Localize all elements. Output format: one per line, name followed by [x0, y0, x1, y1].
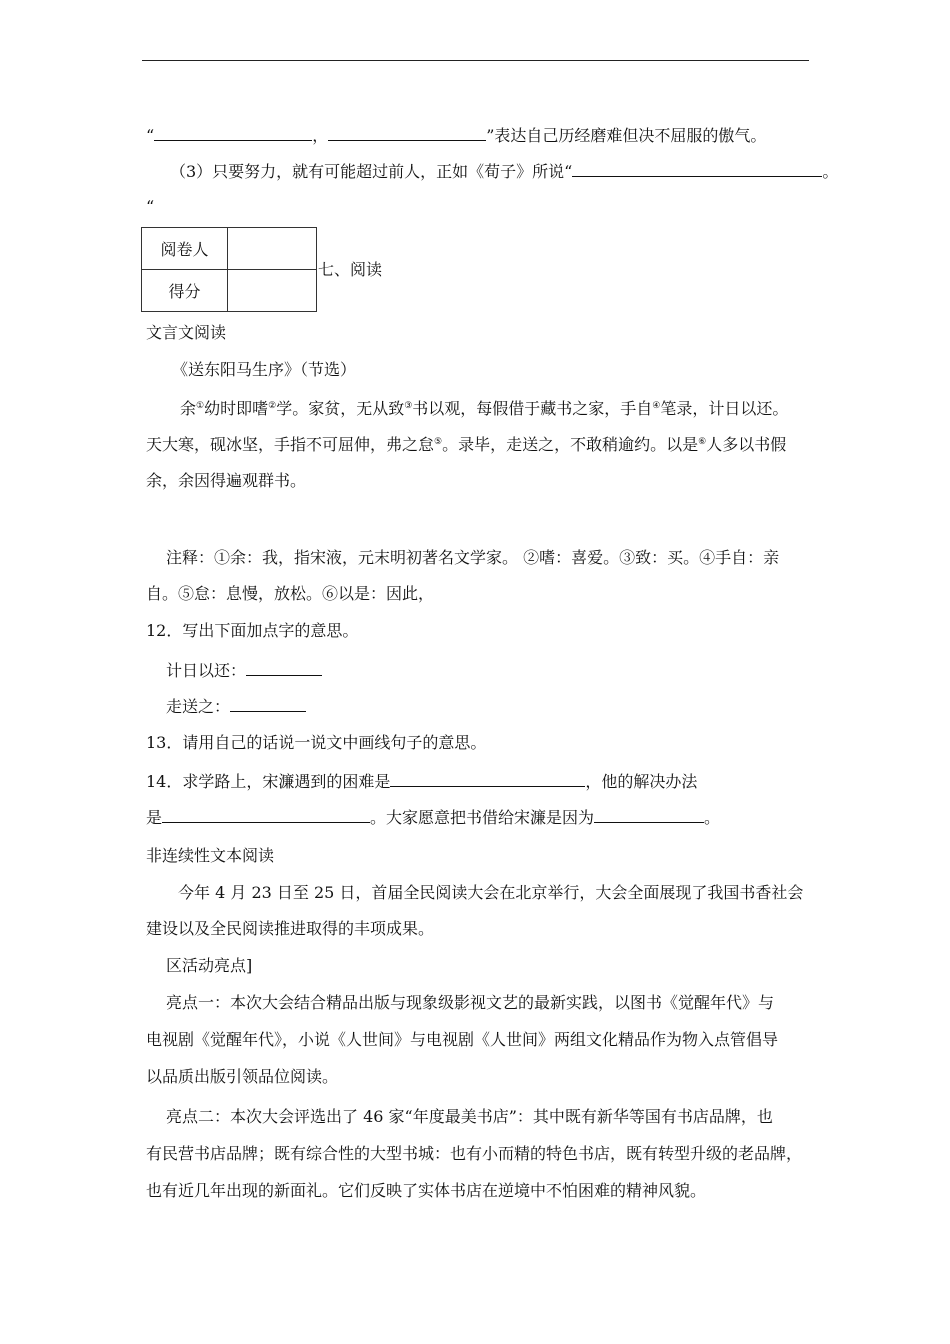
score-table — [141, 227, 317, 312]
note-marker: ④ — [652, 401, 661, 411]
answer-blank[interactable] — [246, 659, 322, 676]
open-quote: “ — [146, 126, 155, 145]
highlight-1-line-2: 电视剧《觉醒年代》，小说《人世间》与电视剧《人世间》两组文化精品作为物入点管倡导 — [146, 1030, 779, 1049]
question-14-line-2 — [146, 806, 720, 829]
answer-blank[interactable] — [230, 695, 306, 712]
grader-label: 阅卷人 — [142, 228, 228, 270]
text: 书以观，每假借于藏书之家，手自 — [412, 399, 653, 418]
text: 。大家愿意把书借给宋濂是因为 — [370, 808, 595, 827]
text: 学。家贫，无从致 — [276, 399, 405, 418]
text: 幼时即嗜 — [204, 399, 269, 418]
fill-in-quote-line — [146, 124, 766, 147]
question-14-line-1 — [146, 770, 697, 793]
period: 。 — [822, 162, 839, 181]
grader-cell[interactable] — [228, 228, 317, 270]
item-label: 走送之： — [166, 697, 231, 716]
highlight-2-line-2: 有民营书店品牌；既有综合性的大型书城：也有小而精的特色书店，既有转型升级的老品牌， — [146, 1144, 803, 1163]
text: 14．求学路上，宋濂遇到的困难是 — [146, 772, 391, 791]
passage-line-1 — [180, 398, 788, 420]
highlight-2-line-1: 亮点二：本次大会评选出了 46 家“年度最美书店”：其中既有新华等国有书店品牌，也 — [166, 1107, 773, 1126]
text: ，他的解决办法 — [585, 772, 698, 791]
highlight-2-line-3: 也有近几年出现的新面礼。它们反映了实体书店在逆境中不怕困难的精神风貌。 — [146, 1181, 707, 1200]
answer-blank[interactable] — [572, 160, 822, 177]
text: 天大寒，砚冰坚，手指不可屈伸，弗之怠 — [146, 435, 435, 454]
question-12: 12．写出下面加点字的意思。 — [146, 621, 359, 640]
continuation-quote: “ — [146, 197, 155, 216]
text: 。录毕，走送之，不敢稍逾约。以是 — [442, 435, 699, 454]
text: 余 — [180, 399, 197, 418]
score-label: 得分 — [142, 270, 228, 312]
highlight-1-line-3: 以品质出版引领品位阅读。 — [146, 1067, 339, 1086]
answer-blank[interactable] — [154, 124, 312, 141]
question-13: 13．请用自己的话说一说文中画线句子的意思。 — [146, 733, 487, 752]
question-12-item-1 — [166, 659, 322, 682]
highlight-1-line-1: 亮点一：本次大会结合精品出版与现象级影视文艺的最新实践，以图书《觉醒年代》与 — [166, 993, 775, 1012]
header-rule — [142, 60, 809, 61]
notes-line-1: 注释：①余：我，指宋液，元末明初著名文学家。 ②嗜：喜爱。③致：买。④手自：亲 — [166, 548, 780, 567]
question-3-text: （3）只要努力，就有可能超过前人，正如《荀子》所说“ — [170, 162, 573, 181]
note-marker: ⑤ — [434, 437, 443, 447]
passage-title: 《送东阳马生序》（节选） — [172, 360, 357, 379]
answer-blank[interactable] — [162, 806, 370, 823]
wenyan-heading: 文言文阅读 — [146, 323, 227, 342]
text: 笔录，计日以还。 — [660, 399, 789, 418]
note-marker: ① — [196, 401, 205, 411]
answer-blank[interactable] — [594, 806, 704, 823]
note-marker: ② — [268, 401, 277, 411]
passage-line-3: 余，余因得遍观群书。 — [146, 471, 307, 490]
section-7-title: 七、阅读 — [318, 260, 383, 279]
note-marker: ③ — [404, 401, 413, 411]
article-intro-2: 建设以及全民阅读推进取得的丰项成果。 — [146, 919, 435, 938]
answer-blank[interactable] — [328, 124, 486, 141]
comma: ， — [312, 126, 329, 145]
text: 人多以书假 — [706, 435, 787, 454]
text: 。 — [704, 808, 721, 827]
answer-blank[interactable] — [390, 770, 585, 787]
notes-line-2: 自。⑤怠：息慢，放松。⑥以是：因此， — [146, 584, 435, 603]
passage-line-2 — [146, 434, 786, 456]
item-label: 计日以还： — [166, 661, 247, 680]
question-12-item-2 — [166, 695, 306, 718]
score-cell[interactable] — [228, 270, 317, 312]
note-marker: ⑥ — [698, 437, 707, 447]
nonlinear-heading: 非连续性文本阅读 — [146, 846, 275, 865]
text: 是 — [146, 808, 163, 827]
article-intro-1: 今年 4 月 23 日至 25 日，首届全民阅读大会在北京举行，大会全面展现了我国书香社会 — [178, 883, 804, 902]
question-3-line — [170, 160, 838, 183]
quote-description: ”表达自己历经磨难但决不屈服的傲气。 — [486, 126, 767, 145]
article-subhead: 区活动亮点] — [166, 956, 253, 975]
